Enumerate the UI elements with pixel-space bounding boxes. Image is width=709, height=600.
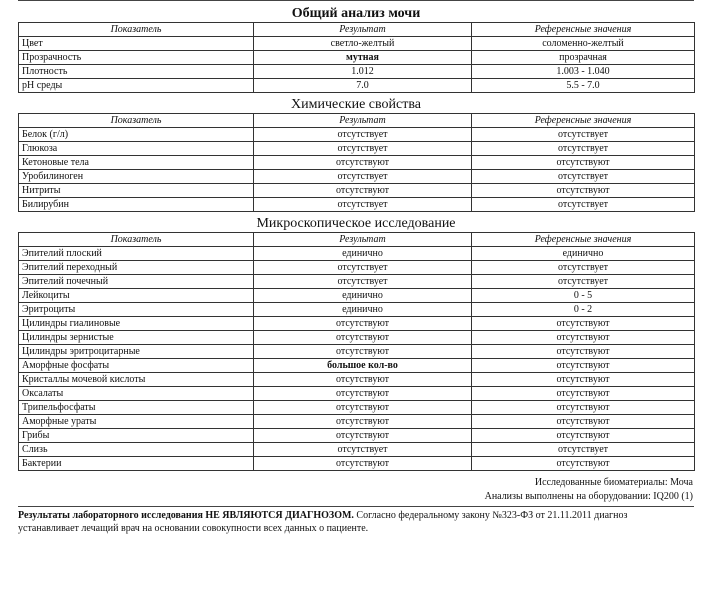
row-indicator: Глюкоза [19,142,254,156]
row-reference: отсутствуют [472,345,695,359]
header-indicator: Показатель [19,23,254,37]
table-header-row [19,23,695,37]
row-result: отсутствуют [254,429,472,443]
table-row [19,65,695,79]
disclaimer-rest: Согласно федеральному закону №323-ФЗ от 21.11.2011 диагноз [353,510,628,521]
row-result: единично [254,303,472,317]
row-reference: отсутствуют [472,331,695,345]
row-reference: 1.003 - 1.040 [472,65,695,79]
row-result: отсутствуют [254,156,472,170]
row-result: единично [254,289,472,303]
row-indicator: Лейкоциты [19,289,254,303]
row-result: отсутствуют [254,317,472,331]
microscopic-table-body [19,247,695,471]
row-indicator: Эритроциты [19,303,254,317]
table-row [19,261,695,275]
row-result: отсутствует [254,261,472,275]
row-result: отсутствует [254,142,472,156]
row-result: отсутствуют [254,457,472,471]
row-reference: отсутствуют [472,317,695,331]
row-indicator: Плотность [19,65,254,79]
row-indicator: Цилиндры гиалиновые [19,317,254,331]
row-reference: 0 - 2 [472,303,695,317]
row-result: отсутствует [254,443,472,457]
row-indicator: Цилиндры эритроцитарные [19,345,254,359]
row-indicator: Слизь [19,443,254,457]
row-result: отсутствует [254,198,472,212]
row-result: отсутствуют [254,331,472,345]
row-result: 7.0 [254,79,472,93]
row-result: 1.012 [254,65,472,79]
chemical-table [18,113,695,212]
table-row [19,373,695,387]
row-reference: отсутствует [472,261,695,275]
table-row [19,37,695,51]
row-indicator: Кристаллы мочевой кислоты [19,373,254,387]
row-indicator: Аморфные фосфаты [19,359,254,373]
row-indicator: pH среды [19,79,254,93]
chemical-section [18,97,694,212]
row-indicator: Билирубин [19,198,254,212]
microscopic-title: Микроскопическое исследование [256,216,456,231]
row-indicator: Уробилиноген [19,170,254,184]
row-indicator: Бактерии [19,457,254,471]
row-reference: отсутствуют [472,429,695,443]
table-row [19,184,695,198]
row-reference: отсутствуют [472,401,695,415]
row-result: отсутствуют [254,387,472,401]
row-result: отсутствует [254,170,472,184]
row-result: отсутствуют [254,401,472,415]
row-reference: единично [472,247,695,261]
row-indicator: Эпителий переходный [19,261,254,275]
table-header-row [19,233,695,247]
table-row [19,51,695,65]
top-border [18,0,694,1]
footer-separator [18,506,694,507]
row-reference: 0 - 5 [472,289,695,303]
header-result: Результат [254,114,472,128]
table-row [19,79,695,93]
table-row [19,170,695,184]
table-row [19,275,695,289]
table-row [19,289,695,303]
disclaimer-line-2: устанавливает лечащий врач на основании совокупности всех данных о пациенте. [18,523,369,534]
table-row [19,415,695,429]
equipment-note: Анализы выполнены на оборудовании: IQ200 (1) [484,491,693,502]
row-indicator: Белок (г/л) [19,128,254,142]
row-reference: отсутствуют [472,184,695,198]
table-row [19,401,695,415]
row-indicator: Нитриты [19,184,254,198]
row-reference: отсутствуют [472,359,695,373]
general-table [18,22,695,93]
row-indicator: Цилиндры зернистые [19,331,254,345]
table-row [19,303,695,317]
row-indicator: Оксалаты [19,387,254,401]
row-reference: 5.5 - 7.0 [472,79,695,93]
general-section [18,6,694,93]
header-reference: Референсные значения [472,23,695,37]
table-row [19,331,695,345]
table-row [19,142,695,156]
row-reference: отсутствует [472,198,695,212]
general-title: Общий анализ мочи [291,6,421,21]
header-indicator: Показатель [19,114,254,128]
table-row [19,317,695,331]
table-header-row [19,114,695,128]
table-row [19,387,695,401]
row-result: отсутствуют [254,184,472,198]
header-indicator: Показатель [19,233,254,247]
header-reference: Референсные значения [472,233,695,247]
chemical-title: Химические свойства [291,97,421,112]
row-result: мутная [254,51,472,65]
general-table-body [19,37,695,93]
row-indicator: Прозрачность [19,51,254,65]
header-result: Результат [254,233,472,247]
row-indicator: Эпителий плоский [19,247,254,261]
row-reference: соломенно-желтый [472,37,695,51]
biomaterial-note: Исследованные биоматериалы: Моча [534,477,693,488]
table-row [19,156,695,170]
row-reference: отсутствуют [472,457,695,471]
table-row [19,128,695,142]
row-result: отсутствуют [254,415,472,429]
row-result: отсутствует [254,275,472,289]
row-result: отсутствуют [254,345,472,359]
row-indicator: Аморфные ураты [19,415,254,429]
microscopic-section [18,216,694,471]
table-row [19,247,695,261]
row-reference: отсутствуют [472,373,695,387]
row-reference: отсутствуют [472,387,695,401]
header-reference: Референсные значения [472,114,695,128]
table-row [19,429,695,443]
row-indicator: Эпителий почечный [19,275,254,289]
row-indicator: Трипельфосфаты [19,401,254,415]
disclaimer [18,509,698,535]
disclaimer-bold: Результаты лабораторного исследования НЕ ЯВЛЯЮТСЯ ДИАГНОЗОМ. [18,510,354,521]
row-indicator: Грибы [19,429,254,443]
row-indicator: Кетоновые тела [19,156,254,170]
row-reference: отсутствует [472,170,695,184]
row-indicator: Цвет [19,37,254,51]
row-reference: отсутствует [472,128,695,142]
row-reference: отсутствуют [472,415,695,429]
chemical-table-body [19,128,695,212]
row-result: отсутствуют [254,373,472,387]
microscopic-table [18,232,695,471]
row-result: отсутствует [254,128,472,142]
row-result: единично [254,247,472,261]
header-result: Результат [254,23,472,37]
table-row [19,457,695,471]
row-result: светло-желтый [254,37,472,51]
table-row [19,198,695,212]
table-row [19,359,695,373]
row-reference: прозрачная [472,51,695,65]
disclaimer-line-1 [18,509,698,522]
row-reference: отсутствует [472,275,695,289]
row-reference: отсутствует [472,443,695,457]
table-row [19,345,695,359]
table-row [19,443,695,457]
row-reference: отсутствует [472,142,695,156]
row-reference: отсутствуют [472,156,695,170]
row-result: большое кол-во [254,359,472,373]
